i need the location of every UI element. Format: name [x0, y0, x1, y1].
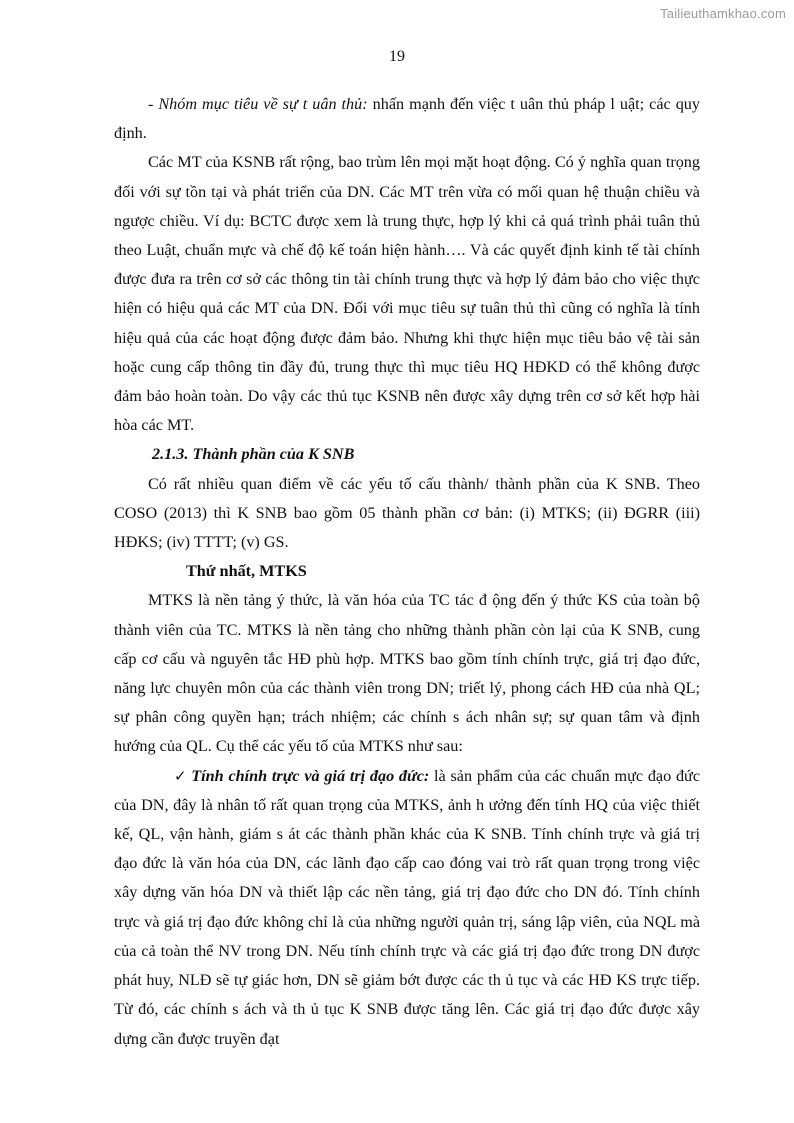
document-body: [114, 90, 700, 1054]
compliance-objectives-text: nhấn mạnh đến việc t uân thủ pháp l uật; các quy định.: [114, 95, 700, 143]
watermark: Tailieuthamkhao.com: [660, 6, 786, 21]
compliance-objectives-label: - Nhóm mục tiêu về sự t uân thủ:: [148, 95, 368, 113]
checkmark-icon: ✓: [174, 766, 188, 785]
paragraph-ksnb-objectives: Các MT của KSNB rất rộng, bao trùm lên mọi mặt hoạt động. Có ý nghĩa quan trọng đối với sự tồn tại và phát triển của DN. Các MT trên vừa có mối quan hệ thuận chiều và ngược chiều. Ví dụ: BCTC được xem là trung thực, hợp lý khi cả quá trình phải tuân thủ theo Luật, chuẩn mực và chế độ kế toán hiện hành…. Và các quyết định kinh tế tài chính được đưa ra trên cơ sở các thông tin tài chính trung thực và hợp lý đảm bảo cho việc thực hiện có hiệu quả các MT của DN. Đối với mục tiêu sự tuân thủ thì cũng có nghĩa là tính hiệu quả của các hoạt động được đảm bảo. Nhưng khi thực hiện mục tiêu bảo vệ tài sản hoặc cung cấp thông tin đầy đủ, trung thực thì mục tiêu HQ HĐKD có thể không được đảm bảo hoàn toàn. Do vậy các thủ tục KSNB nên được xây dựng trên cơ sở kết hợp hài hòa các MT.: [114, 153, 700, 435]
section-heading-2-1-3: 2.1.3. Thành phần của K SNB: [152, 445, 355, 464]
bullet-integrity-label: Tính chính trực và giá trị đạo đức:: [191, 766, 430, 785]
bullet-integrity-text: là sản phẩm của các chuẩn mực đạo đức của DN, đây là nhân tố rất quan trọng của MTKS, ảnh h ưởng đến tính HQ của việc thiết kế, QL, vận hành, giám s át các thành phần khác của K SNB. Tính chính trực và giá trị đạo đức là văn hóa của DN, các lãnh đạo cấp cao đóng vai trò rất quan trọng trong việc xây dựng văn hóa DN và thiết lập các nền tảng, giá trị đạo đức cho DN đó. Tính chính trực và giá trị đạo đức không chỉ là của những người quản trị, sáng lập viên, của NQL mà của cả toàn thể NV trong DN. Nếu tính chính trực và các giá trị đạo đức trong DN được phát huy, NLĐ sẽ tự giác hơn, DN sẽ giảm bớt được các th ủ tục và các HĐ KS trực tiếp. Từ đó, các chính s ách và th ủ tục K SNB được tăng lên. Các giá trị đạo đức được xây dựng cần được truyền đạt: [114, 766, 701, 1048]
paragraph-mtks-description: MTKS là nền tảng ý thức, là văn hóa của TC tác đ ộng đến ý thức KS của toàn bộ thành viên của TC. MTKS là nền tảng cho những thành phần còn lại của K SNB, cung cấp cơ cấu và nguyên tắc HĐ phù hợp. MTKS bao gồm tính chính trực, giá trị đạo đức, năng lực chuyên môn của các thành viên trong DN; triết lý, phong cách HĐ của nhà QL; sự phân công quyền hạn; trách nhiệm; các chính s ách nhân sự; sự quan tâm và định hướng của QL. Cụ thể các yếu tố của MTKS như sau:: [114, 591, 700, 756]
page-number: 19: [389, 48, 405, 65]
paragraph-compliance-objectives: [114, 90, 700, 148]
bullet-integrity-ethics: [114, 762, 700, 1054]
paragraph-coso-components: Có rất nhiều quan điểm về các yếu tố cấu thành/ thành phần của K SNB. Theo COSO (2013) thì K SNB bao gồm 05 thành phần cơ bản: (i) MTKS; (ii) ĐGRR (iii) HĐKS; (iv) TTTT; (v) GS.: [114, 474, 700, 552]
subheading-first-mtks: Thứ nhất, MTKS: [186, 562, 307, 581]
